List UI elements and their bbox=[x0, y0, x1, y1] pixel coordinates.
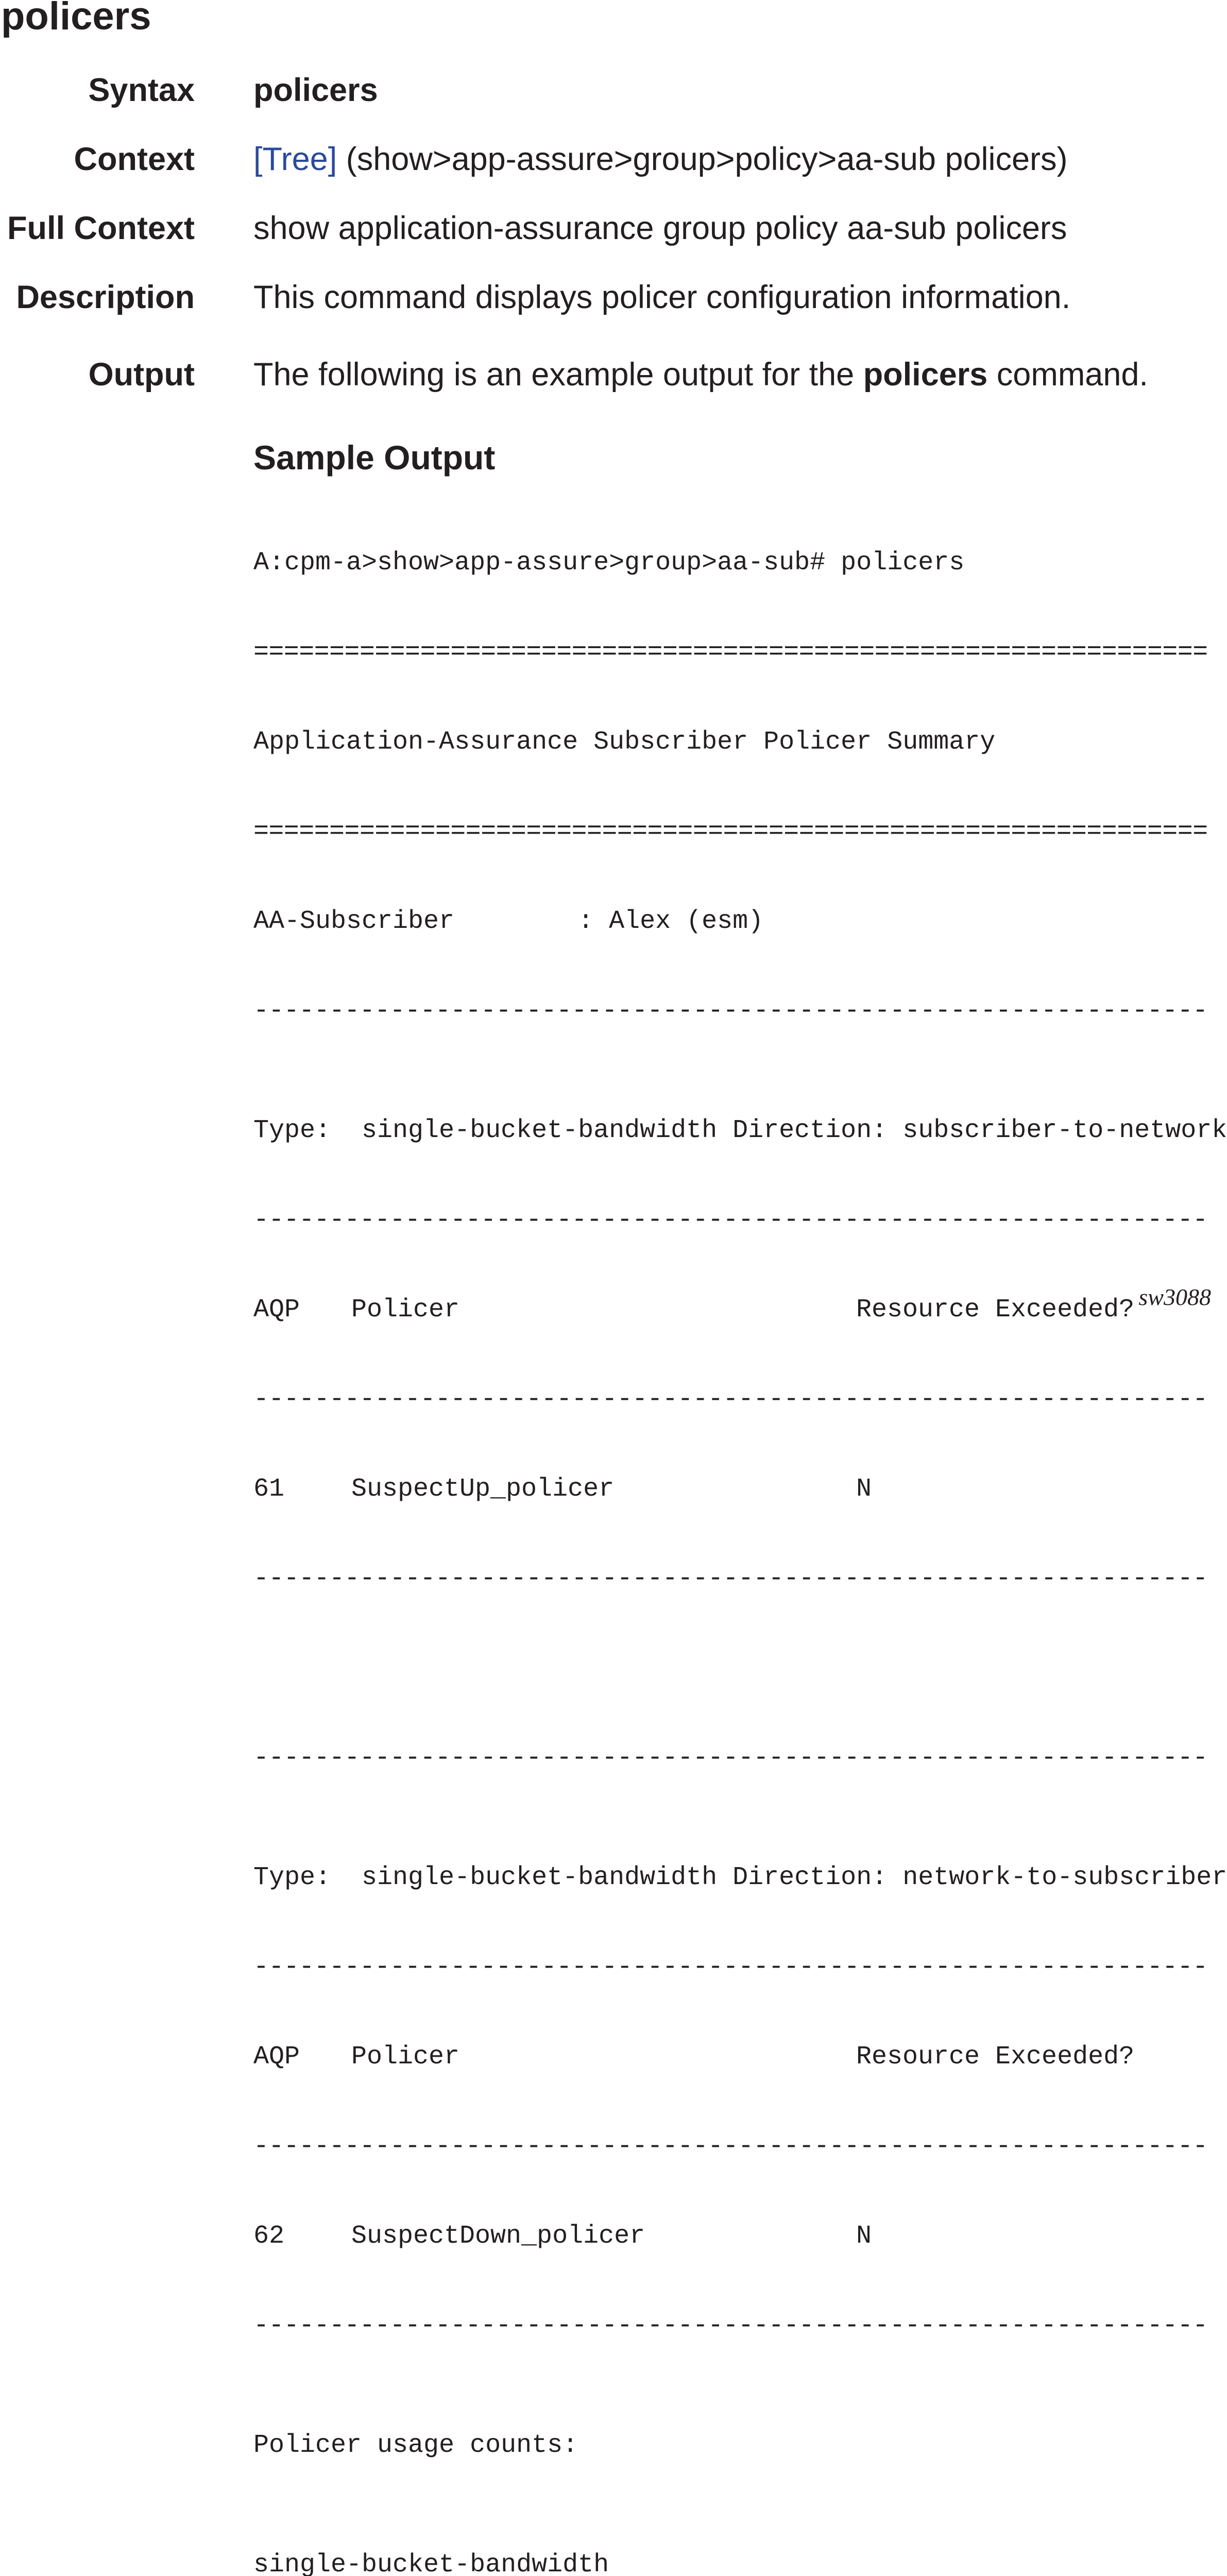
single-rule: --------------------------------------------------------------- bbox=[253, 2132, 1208, 2161]
description-value: This command displays policer configuration information. bbox=[253, 279, 1071, 315]
figure-id: sw3088 bbox=[1138, 1284, 1211, 1310]
description-label: Description bbox=[16, 279, 195, 315]
subscriber-line: AA-Subscriber : Alex (esm) bbox=[253, 907, 764, 936]
output-text-post: command. bbox=[987, 357, 1148, 393]
sample-output-heading: Sample Output bbox=[253, 438, 496, 477]
table-row bbox=[253, 2222, 1204, 2251]
header-resource-exceeded: Resource Exceeded? bbox=[856, 1295, 1135, 1325]
tree-link[interactable]: [Tree] bbox=[253, 141, 337, 177]
double-rule: =============================================================== bbox=[253, 638, 1208, 667]
full-context-value: show application-assurance group policy aa-sub policers bbox=[253, 210, 1067, 246]
single-rule: --------------------------------------------------------------- bbox=[253, 2311, 1208, 2341]
table-row bbox=[253, 1475, 1204, 1504]
blank-line bbox=[253, 1654, 1204, 1684]
cli-prompt-command: A:cpm-a>show>app-assure>group>aa-sub# policers bbox=[253, 548, 965, 578]
usage-group-label: single-bucket-bandwidth bbox=[253, 2550, 609, 2576]
policer-header-row bbox=[253, 1295, 1204, 1325]
row-policer: SuspectUp_policer bbox=[351, 1475, 615, 1504]
single-rule: --------------------------------------------------------------- bbox=[253, 1206, 1208, 1235]
single-rule: --------------------------------------------------------------- bbox=[253, 1385, 1208, 1414]
header-aqp: AQP bbox=[253, 2042, 300, 2072]
context-path: (show>app-assure>group>policy>aa-sub policers) bbox=[337, 141, 1068, 177]
output-text-command: policers bbox=[863, 357, 988, 393]
single-rule: --------------------------------------------------------------- bbox=[253, 1953, 1208, 1982]
single-rule: --------------------------------------------------------------- bbox=[253, 1743, 1208, 1773]
type-line-upstream: Type: single-bucket-bandwidth Direction: subscriber-to-network bbox=[253, 1116, 1227, 1145]
row-policer: SuspectDown_policer bbox=[351, 2222, 645, 2251]
syntax-value: policers bbox=[253, 72, 378, 108]
single-rule: --------------------------------------------------------------- bbox=[253, 1564, 1208, 1594]
output-value bbox=[253, 359, 1148, 391]
output-text-pre: The following is an example output for the bbox=[253, 357, 863, 393]
row-aqp: 62 bbox=[253, 2222, 285, 2251]
row-aqp: 61 bbox=[253, 1475, 285, 1504]
page-title: policers bbox=[1, 0, 151, 38]
summary-title: Application-Assurance Subscriber Policer Summary bbox=[253, 727, 996, 757]
type-line-downstream: Type: single-bucket-bandwidth Direction: network-to-subscriber bbox=[253, 1863, 1227, 1892]
header-aqp: AQP bbox=[253, 1295, 300, 1325]
header-policer: Policer bbox=[351, 2042, 460, 2072]
header-resource-exceeded: Resource Exceeded? bbox=[856, 2042, 1135, 2072]
context-label: Context bbox=[74, 141, 195, 177]
policer-header-row bbox=[253, 2042, 1204, 2072]
full-context-label: Full Context bbox=[7, 210, 195, 246]
header-policer: Policer bbox=[351, 1295, 460, 1325]
row-resource-exceeded: N bbox=[856, 1475, 872, 1504]
row-resource-exceeded: N bbox=[856, 2222, 872, 2251]
single-rule: --------------------------------------------------------------- bbox=[253, 996, 1208, 1026]
syntax-label: Syntax bbox=[88, 72, 195, 108]
context-value bbox=[253, 143, 1068, 176]
usage-title: Policer usage counts: bbox=[253, 2431, 578, 2460]
output-label: Output bbox=[88, 357, 195, 393]
double-rule: =============================================================== bbox=[253, 817, 1208, 846]
